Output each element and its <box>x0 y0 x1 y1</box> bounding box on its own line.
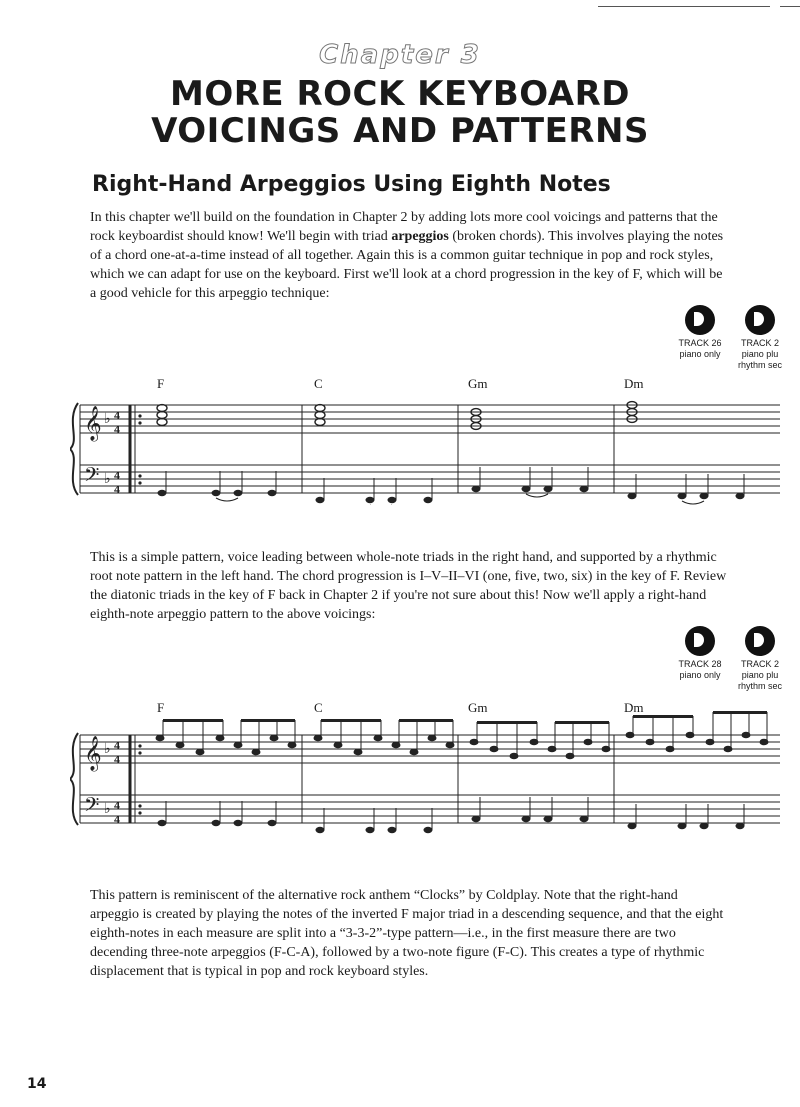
pattern-paragraph: This is a simple pattern, voice leading between whole-note triads in the right hand, and supported by a rhythmic root note pattern in the left hand. The chord progression is I–V–II–VI (one, five, two, six) in the key of F. Review the diatonic triads in the key of F back in Chapter 2 if you're not sure about this! Now we'll apply a right-hand eighth-note arpeggio pattern to the above voicings: <box>90 550 727 622</box>
bass-root-notes <box>158 486 745 503</box>
measure-barlines <box>302 405 614 493</box>
track-number: TRACK 28 <box>678 659 722 669</box>
track-desc: piano only <box>679 670 721 680</box>
grand-staff-brace <box>70 733 78 825</box>
flat-key-signature: ♭ <box>104 472 111 487</box>
bass-root-notes <box>158 816 745 833</box>
time-signature-icon: 4 <box>114 798 120 812</box>
time-signature-icon: 4 <box>114 482 120 496</box>
chord-symbol: Dm <box>624 700 644 715</box>
track-desc: piano plu <box>741 670 779 680</box>
music-example-2 <box>70 710 790 835</box>
chord-symbol: Gm <box>468 376 488 391</box>
intro-bold-term: arpeggios <box>391 229 449 244</box>
cd-audio-icon <box>685 626 715 656</box>
flat-key-signature: ♭ <box>104 412 111 427</box>
track-number: TRACK 2 <box>740 338 779 348</box>
whole-note-chords <box>157 402 637 430</box>
music-example-1 <box>70 395 790 505</box>
track-number: TRACK 26 <box>678 338 722 348</box>
header-rule-right <box>780 6 800 7</box>
cd-audio-icon <box>745 626 775 656</box>
track-desc: piano only <box>679 349 721 359</box>
page-number: 14 <box>27 1076 47 1092</box>
flat-key-signature: ♭ <box>104 802 111 817</box>
bass-clef-icon: 𝄢 <box>84 795 100 821</box>
chord-symbol: Gm <box>468 700 488 715</box>
beam-group <box>706 711 768 752</box>
section-title: Right-Hand Arpeggios Using Eighth Notes <box>92 172 611 197</box>
bass-clef-icon: 𝄢 <box>84 465 100 491</box>
repeat-start-barline <box>130 405 142 493</box>
track-desc: piano plu <box>741 349 779 359</box>
treble-clef-icon: 𝄞 <box>84 737 102 770</box>
time-signature-icon: 4 <box>114 738 120 752</box>
time-signature-icon: 4 <box>114 752 120 766</box>
cd-audio-icon <box>685 305 715 335</box>
bass-staff <box>80 465 780 493</box>
track-29-badge[interactable] <box>725 626 795 692</box>
treble-staff <box>80 405 780 433</box>
time-signature-icon: 4 <box>114 812 120 826</box>
clocks-paragraph: This pattern is reminiscent of the alternative rock anthem “Clocks” by Coldplay. Note that the right-hand arpeggio is created by playing the notes of the inverted F major triad in a descending sequence, and that the eight eighth-notes in each measure are split into a “3-3-2”-type pattern—i.e., in the first measure there are two decending three-note arpeggios (F-C-A), followed by a two-note figure (F-C). This creates a type of rhythmic displacement that is typical in pop and rock keyboard styles. <box>90 888 724 979</box>
intro-text-2: (broken chords). This involves playing the notes of a chord one-at-a-time instead of all together. Again this is a common guitar technique in pop and rock styles, which we can adapt for use on the keyboard. First we'll look at a chord progression in the key of F, which will be a good vehicle for this arpeggio technique: <box>90 229 724 301</box>
chapter-label: Chapter 3 <box>319 40 481 70</box>
grand-staff-brace <box>70 403 78 495</box>
header-rule-left <box>598 6 770 7</box>
chord-symbol: C <box>314 376 323 391</box>
beam-group <box>548 721 610 759</box>
time-signature-icon: 4 <box>114 468 120 482</box>
intro-text-1: In this chapter we'll build on the foundation in Chapter 2 by adding lots more cool voicings and patterns that the rock keyboardist should know! We'll begin with triad <box>90 210 718 244</box>
bass-staff <box>80 795 780 823</box>
track-desc-2: rhythm sec <box>737 681 782 691</box>
title-line-2: VOICINGS AND PATTERNS <box>151 111 649 151</box>
chord-symbol: F <box>157 376 165 391</box>
repeat-start-barline <box>130 735 142 823</box>
beam-group <box>626 715 694 752</box>
track-desc-2: rhythm sec <box>737 360 782 370</box>
measure-barlines <box>302 735 614 823</box>
beam-group <box>470 721 538 759</box>
track-number: TRACK 2 <box>740 659 779 669</box>
flat-key-signature: ♭ <box>104 742 111 757</box>
track-27-badge[interactable] <box>725 305 795 371</box>
chord-symbol: F <box>157 700 165 715</box>
page-title <box>0 76 800 150</box>
chord-symbol: C <box>314 700 323 715</box>
intro-paragraph <box>90 208 730 303</box>
treble-clef-icon: 𝄞 <box>84 407 102 440</box>
title-line-1: MORE ROCK KEYBOARD <box>169 74 630 114</box>
time-signature-icon: 4 <box>114 422 120 436</box>
cd-audio-icon <box>745 305 775 335</box>
time-signature-icon: 4 <box>114 408 120 422</box>
chord-symbol: Dm <box>624 376 644 391</box>
